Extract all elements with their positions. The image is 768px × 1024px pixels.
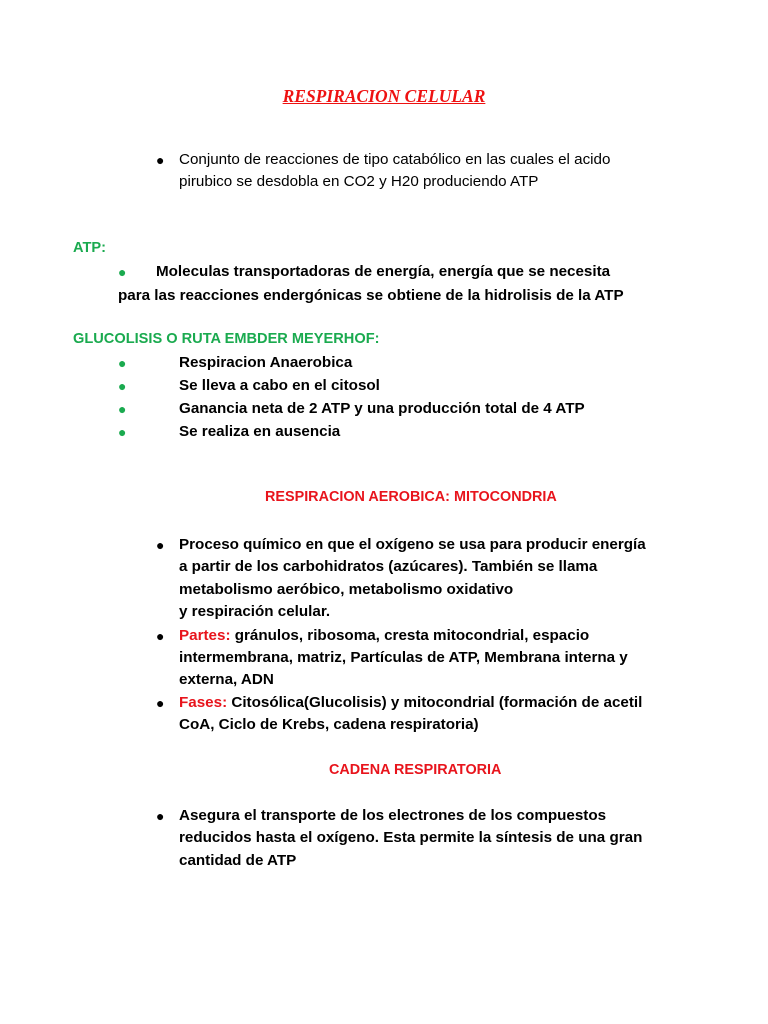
bullet-icon: ● xyxy=(156,628,165,644)
partes-line-1 xyxy=(179,625,589,647)
aerobica-p1-line: metabolismo aeróbico, metabolismo oxidativo xyxy=(179,581,514,598)
atp-heading: ATP: xyxy=(73,240,106,256)
fases-line-1 xyxy=(179,692,642,714)
glucolisis-item: Se lleva a cabo en el citosol xyxy=(179,377,380,394)
cadena-line: cantidad de ATP xyxy=(179,852,297,869)
glucolisis-item: Se realiza en ausencia xyxy=(179,423,341,440)
aerobica-p1-line: a partir de los carbohidratos (azúcares). También se llama xyxy=(179,558,598,575)
atp-line-1: Moleculas transportadoras de energía, energía que se necesita xyxy=(156,263,611,280)
fases-text: Citosólica(Glucolisis) y mitocondrial (formación de acetil xyxy=(227,694,643,711)
partes-label: Partes: xyxy=(179,627,231,644)
glucolisis-item: Respiracion Anaerobica xyxy=(179,354,353,371)
aerobica-p1-line: Proceso químico en que el oxígeno se usa para producir energía xyxy=(179,536,646,553)
aerobica-heading: RESPIRACION AEROBICA: MITOCONDRIA xyxy=(265,489,557,505)
glucolisis-item: Ganancia neta de 2 ATP y una producción total de 4 ATP xyxy=(179,400,585,417)
partes-line-3: externa, ADN xyxy=(179,671,274,688)
cadena-heading: CADENA RESPIRATORIA xyxy=(329,762,502,778)
bullet-icon: ● xyxy=(118,378,127,394)
bullet-icon: ● xyxy=(156,695,165,711)
bullet-icon: ● xyxy=(118,264,127,280)
partes-line-2: intermembrana, matriz, Partículas de ATP, Membrana interna y xyxy=(179,649,628,666)
bullet-icon: ● xyxy=(118,401,127,417)
partes-text: gránulos, ribosoma, cresta mitocondrial, espacio xyxy=(230,627,590,644)
fases-line-2: CoA, Ciclo de Krebs, cadena respiratoria) xyxy=(179,716,479,733)
bullet-icon: ● xyxy=(156,808,165,824)
aerobica-p1-line: y respiración celular. xyxy=(179,603,331,620)
cadena-line: Asegura el transporte de los electrones de los compuestos xyxy=(179,807,607,824)
bullet-icon: ● xyxy=(118,355,127,371)
cadena-line: reducidos hasta el oxígeno. Esta permite la síntesis de una gran xyxy=(179,829,643,846)
intro-line-2: pirubico se desdobla en CO2 y H20 produciendo ATP xyxy=(179,173,539,190)
bullet-icon: ● xyxy=(118,424,127,440)
bullet-icon: ● xyxy=(156,537,165,553)
intro-line-1: Conjunto de reacciones de tipo catabólico en las cuales el acido xyxy=(179,151,611,168)
fases-label: Fases: xyxy=(179,694,228,711)
document-title: RESPIRACION CELULAR xyxy=(282,86,486,106)
bullet-icon: ● xyxy=(156,152,165,168)
atp-line-2: para las reacciones endergónicas se obtiene de la hidrolisis de la ATP xyxy=(118,287,624,304)
glucolisis-heading: GLUCOLISIS O RUTA EMBDER MEYERHOF: xyxy=(73,331,380,347)
